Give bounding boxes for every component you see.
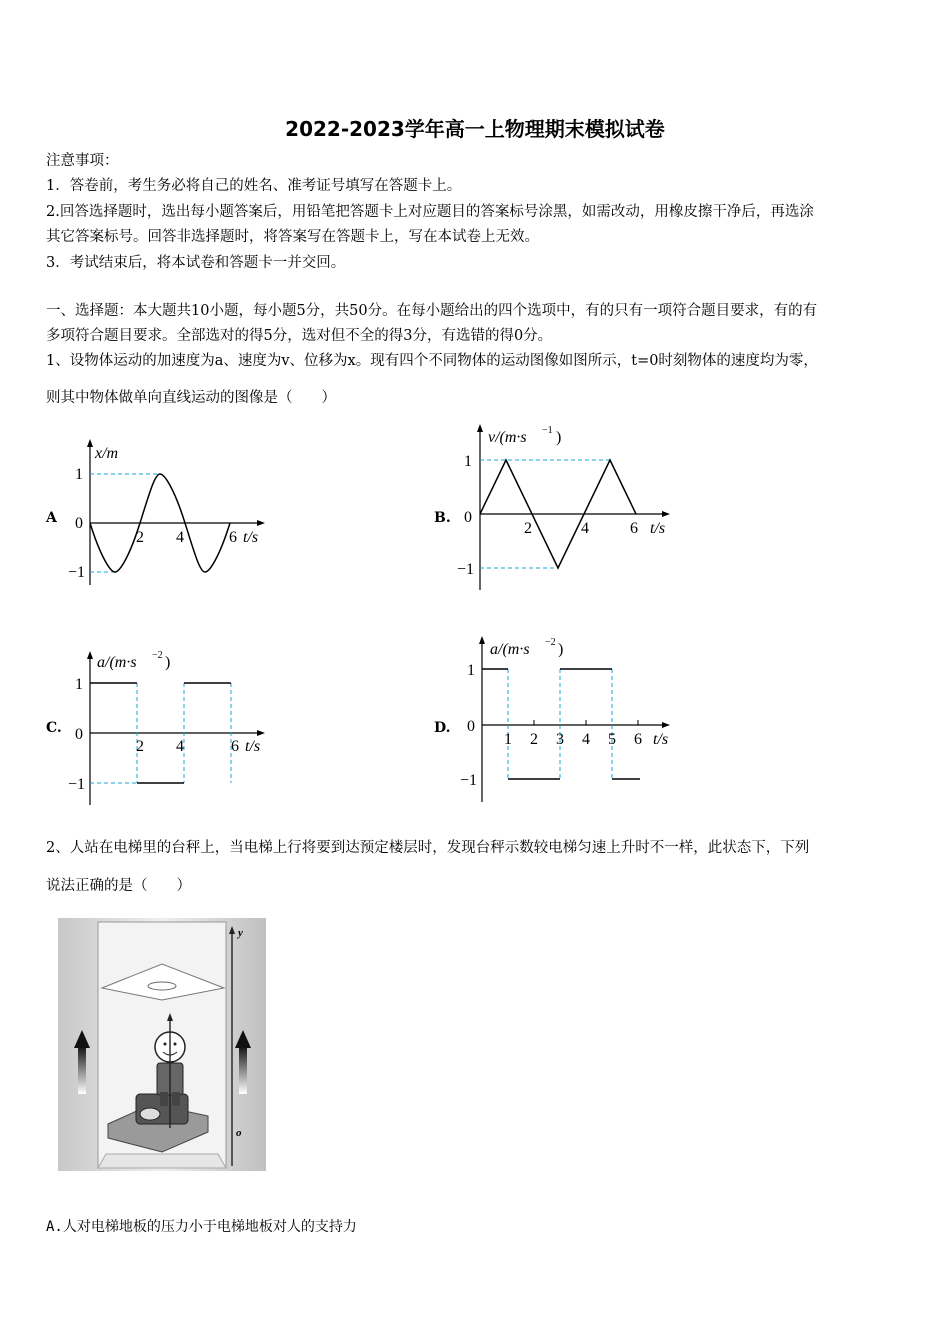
graph-a-xlabel: t/s: [243, 529, 259, 546]
graph-b-tick-x-2: 2: [524, 520, 532, 537]
graph-b-tick-y-neg1: −1: [456, 561, 474, 578]
graph-d-tick-y-1: 1: [467, 662, 475, 679]
graph-a-ylabel: x/m: [95, 445, 119, 462]
graph-b-tick-x-6: 6: [630, 520, 638, 537]
page-title: 2022-2023学年高一上物理期末模拟试卷: [285, 117, 665, 141]
notice-item-1: 1．答卷前，考生务必将自己的姓名、准考证号填写在答题卡上。: [46, 178, 462, 194]
section-heading-line1: 一、选择题：本大题共10小题，每小题5分，共50分。在每小题给出的四个选项中，有的只有一项符合题目要求，有的有: [46, 303, 818, 319]
graph-b-ylabel: v/(m·s: [488, 429, 527, 446]
graph-a-tick-y-0: 0: [75, 515, 83, 532]
graph-c: [55, 645, 285, 810]
graph-a-tick-x-2: 2: [136, 529, 144, 546]
graph-c-tick-y-0: 0: [75, 726, 83, 743]
graph-d-tick-x-3: 3: [556, 731, 564, 748]
graph-c-tick-x-4: 4: [176, 738, 184, 755]
section-heading-line2: 多项符合题目要求。全部选对的得5分，选对但不全的得3分，有选错的得0分。: [46, 328, 553, 344]
y-axis-label: y: [238, 927, 243, 939]
graph-a-tick-x-6: 6: [229, 529, 237, 546]
graph-d-tick-x-1: 1: [504, 731, 512, 748]
elevator-figure: [58, 918, 268, 1173]
option-a-label: A: [46, 510, 57, 526]
graph-b-ylabel-end: ): [556, 429, 562, 446]
graph-a: [55, 435, 285, 595]
graph-c-axes: [87, 651, 265, 805]
question-2-line2: 说法正确的是（ ）: [46, 878, 191, 894]
question-1-line2: 则其中物体做单向直线运动的图像是（ ）: [46, 390, 336, 406]
graph-d-xlabel: t/s: [653, 731, 669, 748]
graph-b-tick-x-4: 4: [581, 520, 589, 537]
person-eye-right: [174, 1043, 177, 1046]
graph-d-tick-x-6: 6: [634, 731, 642, 748]
graph-b-axes: [477, 424, 670, 590]
graph-d-tick-x-4: 4: [582, 731, 590, 748]
question-2-line1: 2、人站在电梯里的台秤上，当电梯上行将要到达预定楼层时，发现台秤示数较电梯匀速上升时不一样，此状态下，下列: [46, 840, 810, 856]
option-b-label: B.: [434, 510, 451, 526]
person-leg-left: [160, 1092, 168, 1106]
graph-d-tick-y-neg1: −1: [459, 772, 477, 789]
graph-c-xlabel: t/s: [245, 738, 261, 755]
floor-below: [98, 1154, 226, 1168]
graph-d-tick-x-2: 2: [530, 731, 538, 748]
graph-c-ylabel-end: ): [165, 654, 171, 671]
graph-a-tick-y-neg1: −1: [67, 564, 85, 581]
graph-a-tick-y-1: 1: [75, 466, 83, 483]
graph-d-ylabel: a/(m·s: [490, 641, 530, 658]
graph-d: [450, 630, 690, 805]
graph-b-ylabel-exp: −1: [542, 425, 553, 436]
graph-b: [450, 418, 690, 593]
option-c-label: C.: [46, 720, 62, 736]
notice-item-2: 2.回答选择题时，选出每小题答案后，用铅笔把答题卡上对应题目的答案标号涂黑，如需改动，用橡皮擦干净后，再选涂: [46, 204, 814, 220]
graph-c-tick-x-2: 2: [136, 738, 144, 755]
origin-label: o: [236, 1127, 242, 1139]
graph-d-ylabel-exp: −2: [545, 637, 556, 648]
notice-item-2-cont: 其它答案标号。回答非选择题时，将答案写在答题卡上，写在本试卷上无效。: [46, 229, 539, 245]
motion-arrow-left-body: [78, 1046, 86, 1094]
graph-b-xlabel: t/s: [650, 520, 666, 537]
graph-c-tick-y-1: 1: [75, 676, 83, 693]
graph-c-tick-x-6: 6: [231, 738, 239, 755]
graph-a-tick-x-4: 4: [176, 529, 184, 546]
graph-d-ylabel-end: ): [558, 641, 564, 658]
person-eye-left: [164, 1043, 167, 1046]
notice-item-3: 3．考试结束后，将本试卷和答题卡一并交回。: [46, 255, 346, 271]
notice-heading: 注意事项：: [46, 153, 119, 169]
graph-b-tick-y-0: 0: [464, 509, 472, 526]
scale-dial: [140, 1108, 160, 1120]
person-leg-right: [172, 1092, 180, 1106]
question-2-option-a: A.人对电梯地板的压力小于电梯地板对人的支持力: [46, 1219, 357, 1235]
option-d-label: D.: [434, 720, 451, 736]
graph-c-ylabel-exp: −2: [152, 650, 163, 661]
question-1-line1: 1、设物体运动的加速度为a、速度为v、位移为x。现有四个不同物体的运动图像如图所示，t=0时刻物体的速度均为零，: [46, 353, 818, 369]
motion-arrow-right-body: [239, 1046, 247, 1094]
graph-c-tick-y-neg1: −1: [67, 776, 85, 793]
graph-d-tick-x-5: 5: [608, 731, 616, 748]
graph-c-ylabel: a/(m·s: [97, 654, 137, 671]
graph-b-tick-y-1: 1: [464, 453, 472, 470]
graph-d-tick-y-0: 0: [467, 718, 475, 735]
